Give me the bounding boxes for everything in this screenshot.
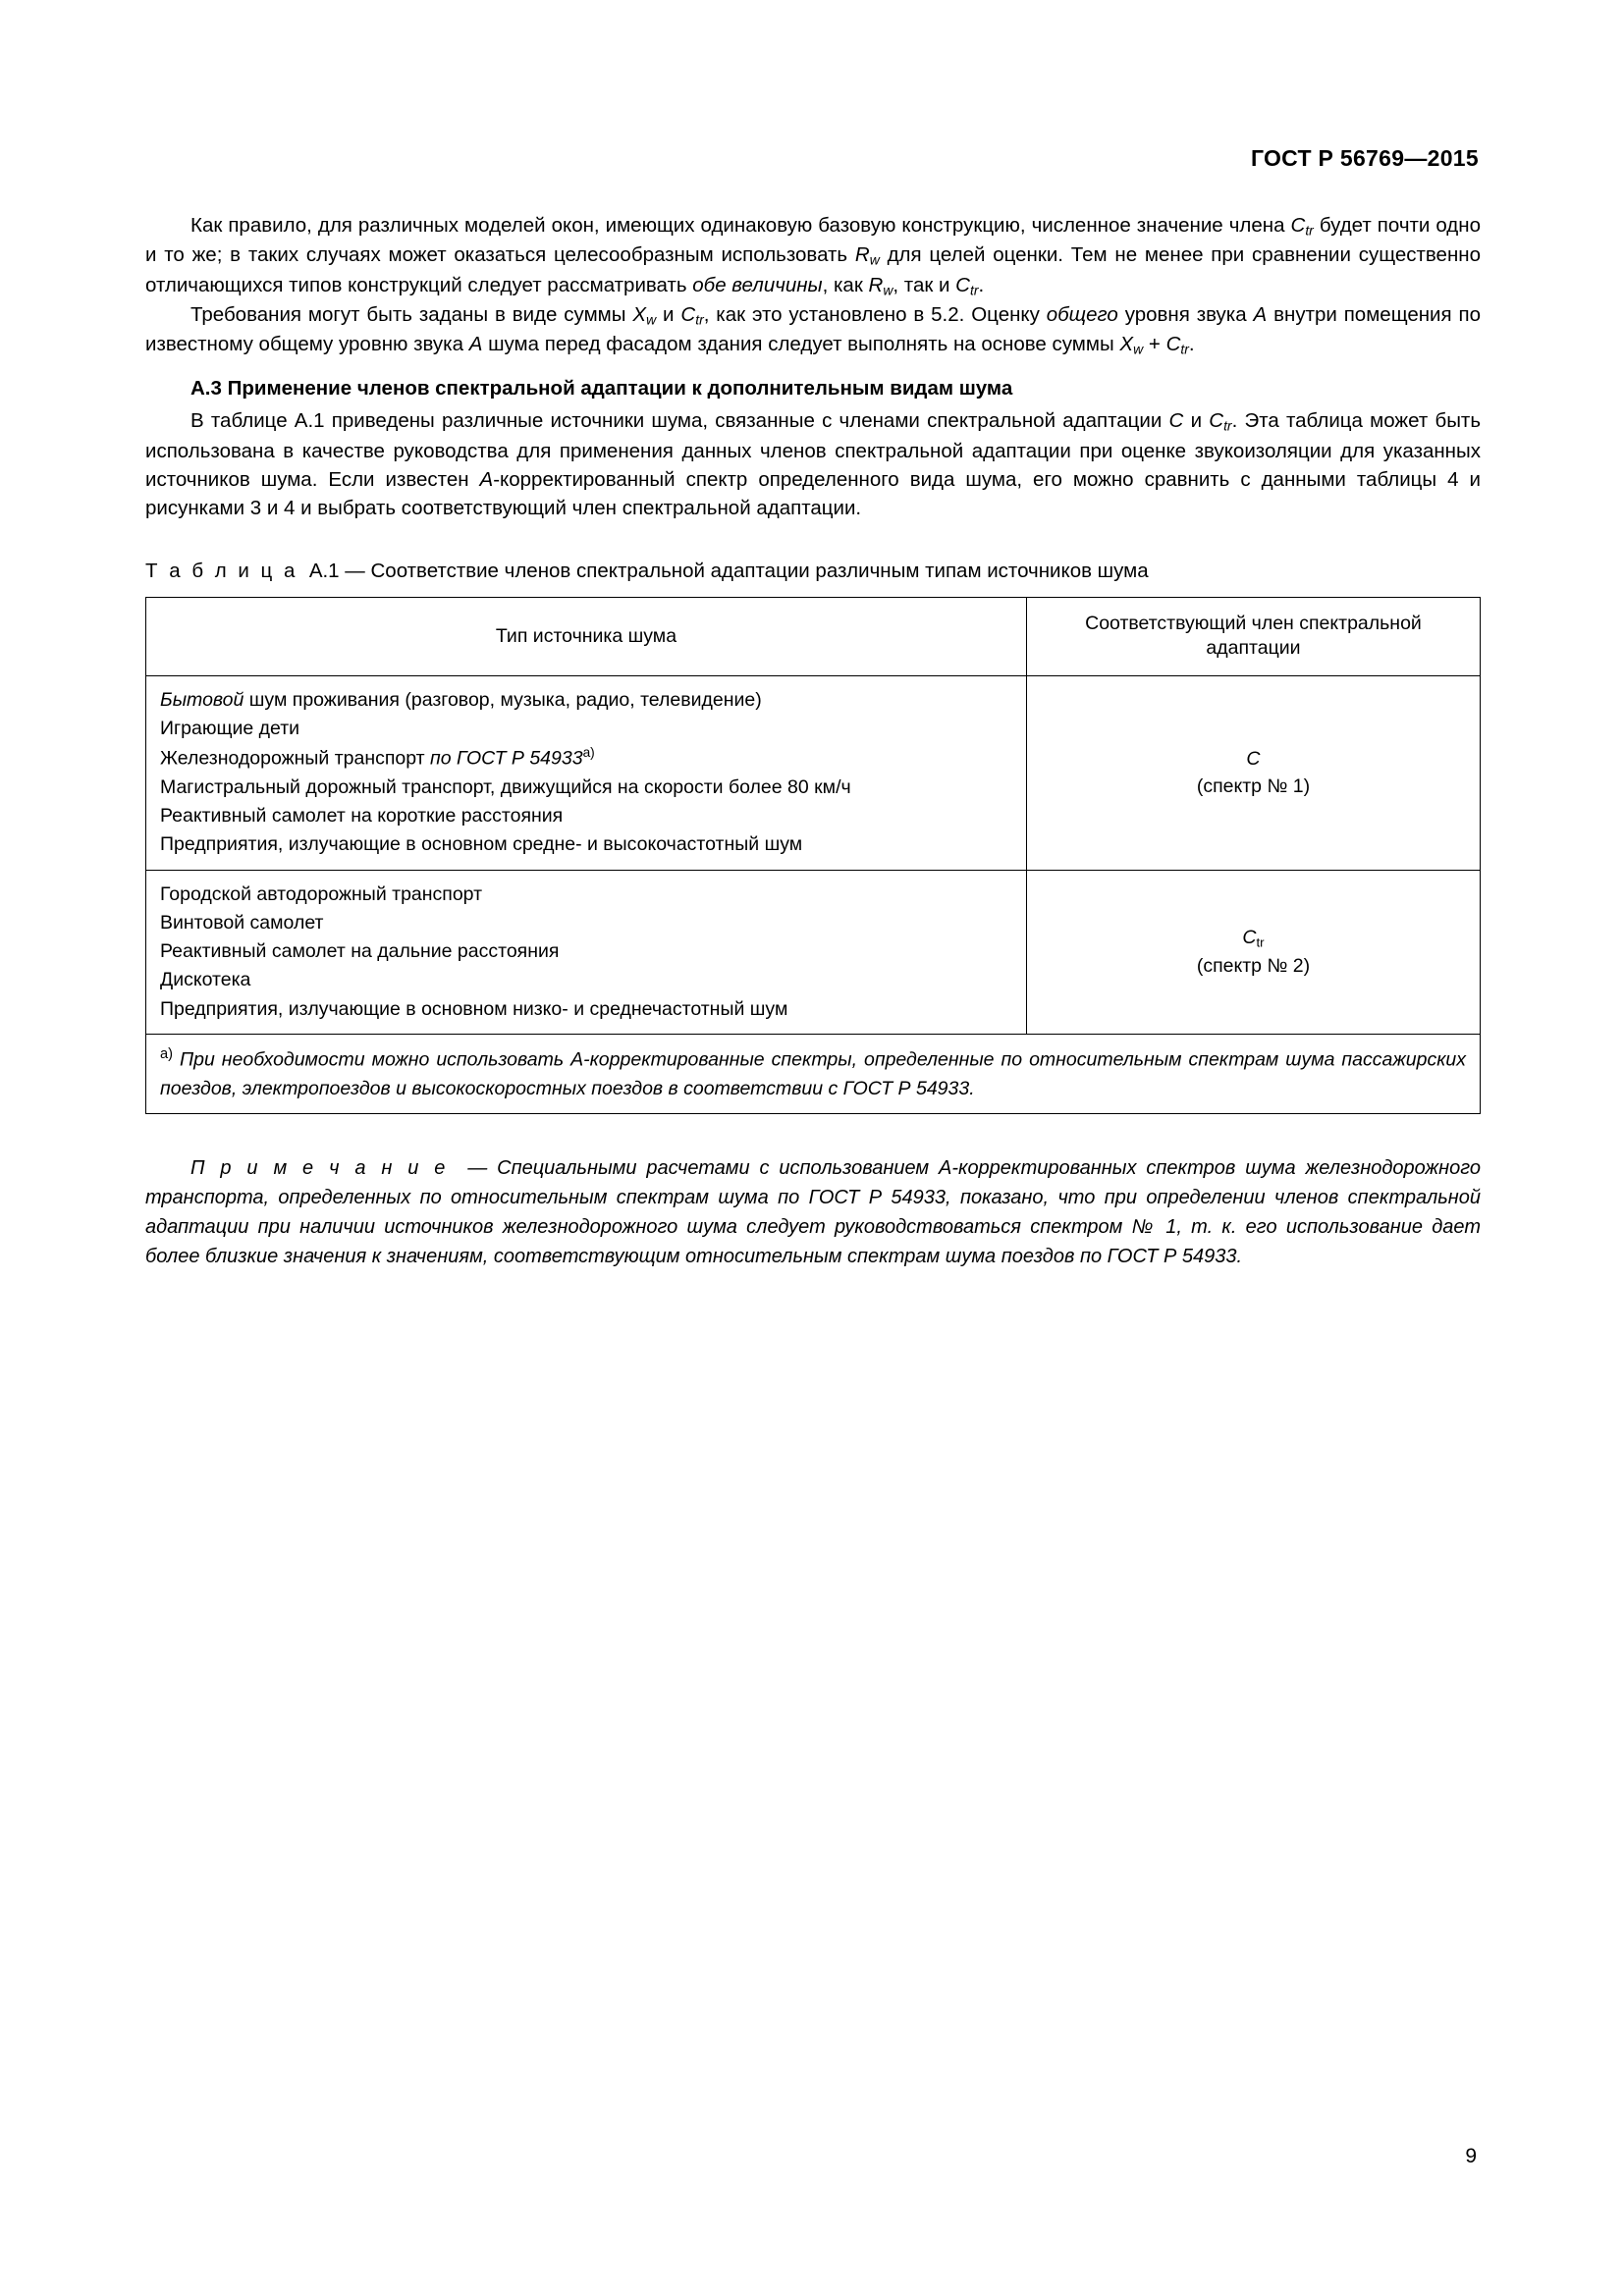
paragraph-3-text-a: В таблице А.1 приведены различные источники шума, связанные с членами спектральной адаптации [190,409,1169,433]
paragraph-1-text-b: будет почти одно и то же; в таких случаях может оказаться целесообразным использовать [145,214,1481,267]
symbol-xw: $X_w$ [632,302,657,328]
symbol-ctr-5: $C_{tr}$ [1209,409,1232,434]
paragraph-2 [145,300,1481,360]
source-item: Магистральный дорожный транспорт, движущийся на скорости более 80 км/ч [160,775,851,798]
source-item: Предприятия, излучающие в основном низко- и среднечастотный шум [160,997,788,1020]
source-item: Бытовой шум проживания (разговор, музыка, радио, телевидение) [160,688,762,711]
footnote-text: При необходимости можно использовать А-корректированные спектры, определенные по относительным спектрам шума пассажирских поездов, электропоездов и высокоскоростных поездов в соответствии с ГОСТ Р 54933. [160,1048,1466,1099]
page-content [145,211,1481,1271]
symbol-a-3: A [479,467,494,491]
source-item: Играющие дети [160,717,300,739]
symbol-xw-2: $X_w$ [1119,333,1144,357]
table-footnote [146,1034,1481,1113]
source-item: Реактивный самолет на короткие расстояния [160,805,564,828]
paragraph-3 [145,406,1481,522]
source-item: Винтовой самолет [160,911,324,934]
note-text: Специальными расчетами с использованием А-корректированных спектров шума железнодорожного транспорта, определенных по относительным спектрам шума по ГОСТ Р 54933, показано, что при определении членов спектральной адаптации при наличии источников железнодорожного шума следует руководствоваться спектром № 1, т. к. его использование дает более близкие значения к значениям, соответствующим относительным спектрам шума поездов по ГОСТ Р 54933. [145,1156,1481,1267]
standard-number: ГОСТ Р 56769—2015 [1250,145,1479,171]
paragraph-2-emphasis: общего [1046,302,1118,326]
note-label: П р и м е ч а н и е [190,1156,449,1179]
symbol-ctr: $C_{tr}$ [1290,214,1314,239]
table-caption-label: Т а б л и ц а [145,559,298,582]
page-header [1251,145,1479,172]
adaptation-term-2 [1026,870,1480,1034]
paragraph-1-text-e: , так и [893,273,956,296]
section-heading-a3: А.3 Применение членов спектральной адаптации к дополнительным видам шума [190,377,1013,400]
paragraph-3-text-b: и [1183,409,1210,433]
table-caption-number: А.1 [308,559,340,582]
footnote-ref: а) [582,745,595,761]
source-item: Предприятия, излучающие в основном средне- и высокочастотный шум [160,833,803,856]
paragraph-2-text-e: внутри помещения по известному общему уровню звука [145,302,1481,356]
paragraph-2-text-g: . [1188,333,1195,356]
table-row [146,675,1481,870]
paragraph-1-emphasis: обе величины [692,273,823,296]
column-header-source-type: Тип источника шума [146,597,1027,675]
source-item: Городской автодорожный транспорт [160,882,483,905]
term-spectrum: (спектр № 2) [1196,954,1311,977]
symbol-ctr-4: $C_{tr}$ [1165,333,1189,357]
term-spectrum: (спектр № 1) [1196,775,1311,798]
paragraph-1-text-a: Как правило, для различных моделей окон, имеющих одинаковую базовую конструкцию, численное значение члена [190,214,1291,237]
term-symbol: C [1246,747,1261,770]
paragraph-1-text-d: , как [822,273,869,296]
paragraph-2-text-f: шума перед фасадом здания следует выполнять на основе суммы [482,333,1120,356]
term-symbol: $C_{tr}$ [1242,927,1265,950]
source-list-2 [146,870,1027,1034]
adaptation-term-1 [1026,675,1480,870]
paragraph-2-text-b: и [656,302,681,326]
column-header-adaptation-term: Соответствующий член спектральной адаптации [1026,597,1480,675]
paragraph-1-text-c: для целей оценки. Тем не менее при сравнении существенно отличающихся типов конструкций следует рассматривать [145,243,1481,296]
table-row [146,870,1481,1034]
source-item: Железнодорожный транспорт по ГОСТ Р $54933^{а)}$ [160,745,595,770]
paragraph-2-text-c: , как это установлено в 5.2. Оценку [703,302,1047,326]
symbol-rw-2: $R_w$ [868,273,893,298]
table-header-row [146,597,1481,675]
symbol-rw: $R_w$ [854,243,880,268]
paragraph-3-text-c: . Эта таблица может быть использована в качестве руководства для применения данных членов спектральной адаптации при оценке звукоизоляции для указанных источников шума. Если известен [145,409,1482,491]
paragraph-2-plus: + [1143,333,1166,356]
page-number: 9 [1465,2145,1477,2167]
paragraph-2-text-d: уровня звука [1117,302,1254,326]
source-list-1 [146,675,1027,870]
paragraph-1-text-f: . [978,273,985,296]
symbol-ctr-3: $C_{tr}$ [680,302,704,328]
footnote-marker: а) [160,1045,173,1062]
symbol-a-2: A [468,333,483,356]
spectral-adaptation-table [145,597,1481,1114]
symbol-c: C [1168,409,1184,433]
paragraph-2-text-a: Требования могут быть заданы в виде суммы [190,302,633,326]
note-block [145,1153,1481,1271]
table-footnote-row [146,1034,1481,1113]
source-item: Дискотека [160,969,251,991]
symbol-a-1: A [1253,302,1268,326]
source-item: Реактивный самолет на дальние расстояния [160,940,560,963]
symbol-ctr-2: $C_{tr}$ [955,273,979,298]
paragraph-3-text-d: -корректированный спектр определенного вида шума, его можно сравнить с данными таблицы 4 и рисунками 3 и 4 и выбрать соответствующий член спектральной адаптации. [145,467,1481,519]
paragraph-1 [145,211,1481,300]
table-caption [145,560,1481,583]
table-caption-text: — Соответствие членов спектральной адаптации различным типам источников шума [345,559,1149,582]
note-dash: — [467,1156,488,1179]
